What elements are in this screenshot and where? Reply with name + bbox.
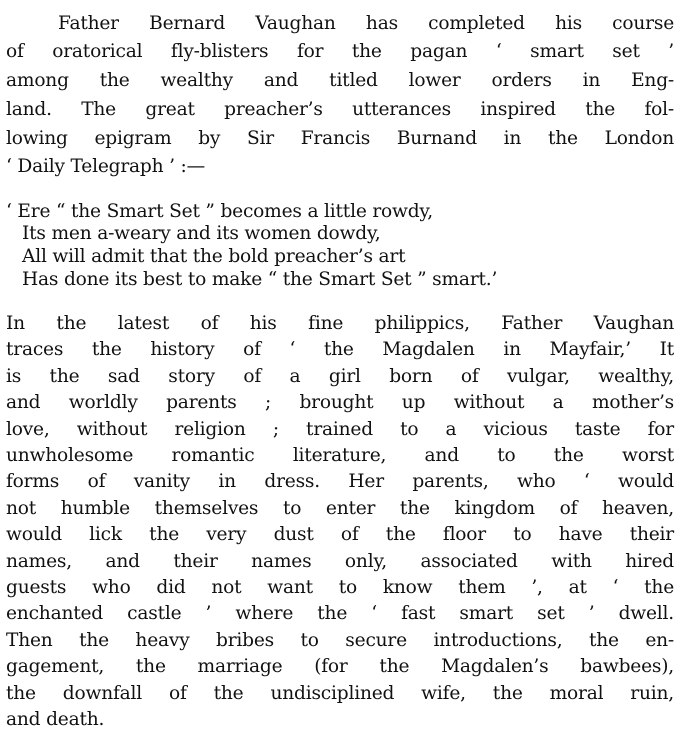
text-line: forms of vanity in dress. Her parents, who ‘ would bbox=[6, 471, 674, 493]
poem-line: Has done its best to make “ the Smart Set ” smart.’ bbox=[22, 269, 498, 290]
text-line: land. The great preacher’s utterances inspired the fol- bbox=[6, 99, 674, 120]
text-line: ‘ Daily Telegraph ’ :— bbox=[6, 156, 205, 177]
poem-line: All will admit that the bold preacher’s art bbox=[22, 246, 406, 267]
text-line: Father Bernard Vaughan has completed his course bbox=[58, 13, 674, 34]
poem-line: Its men a-weary and its women dowdy, bbox=[22, 223, 381, 244]
text-line: traces the history of ‘ the Magdalen in Mayfair,’ It bbox=[6, 339, 674, 361]
text-line: In the latest of his fine philippics, Father Vaughan bbox=[6, 313, 674, 334]
text-line: enchanted castle ’ where the ‘ fast smart set ’ dwell. bbox=[6, 603, 674, 625]
text-line: unwholesome romantic literature, and to the worst bbox=[6, 445, 674, 466]
text-line: is the sad story of a girl born of vulgar, wealthy, bbox=[6, 365, 674, 387]
text-line: among the wealthy and titled lower orders in Eng- bbox=[6, 70, 674, 91]
poem-line: ‘ Ere “ the Smart Set ” becomes a little rowdy, bbox=[6, 201, 433, 222]
text-line: the downfall of the undisciplined wife, the moral ruin, bbox=[6, 682, 674, 704]
text-line: lowing epigram by Sir Francis Burnand in the London bbox=[6, 128, 674, 149]
text-line: of oratorical fly-blisters for the pagan ‘ smart set ’ bbox=[6, 41, 674, 62]
text-line: Then the heavy bribes to secure introductions, the en- bbox=[6, 629, 674, 651]
text-line: love, without religion ; trained to a vicious taste for bbox=[6, 418, 674, 440]
text-line: not humble themselves to enter the kingdom of heaven, bbox=[6, 497, 674, 519]
text-line: and worldly parents ; brought up without a mother’s bbox=[6, 392, 674, 414]
text-line: guests who did not want to know them ’, at ‘ the bbox=[6, 577, 674, 598]
text-line: names, and their names only, associated with hired bbox=[6, 550, 674, 572]
text-line: would lick the very dust of the floor to have their bbox=[6, 524, 674, 546]
text-line: and death. bbox=[6, 709, 105, 730]
text-line: gagement, the marriage (for the Magdalen’s bawbees), bbox=[6, 656, 674, 678]
